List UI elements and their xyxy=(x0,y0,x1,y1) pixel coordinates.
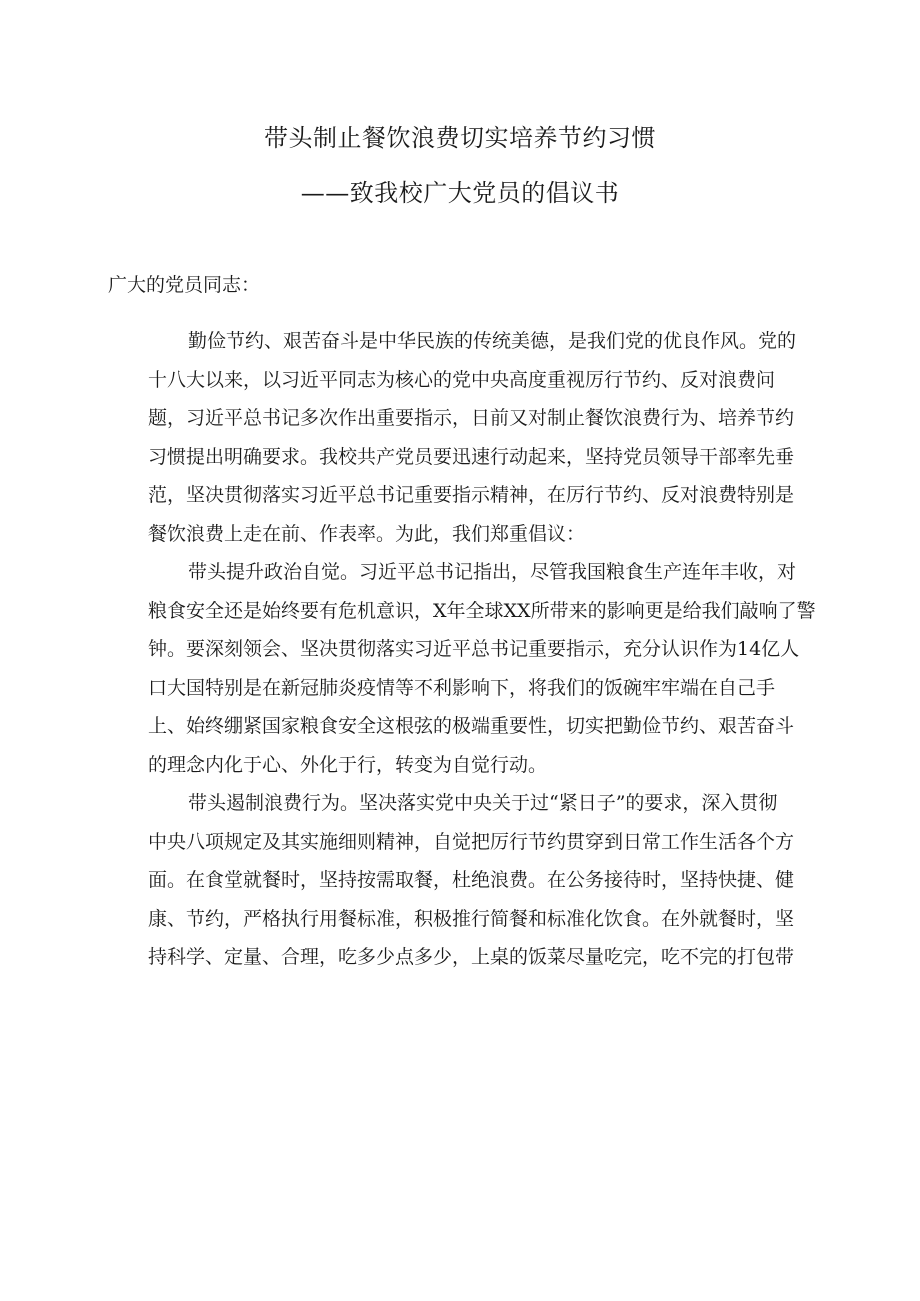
salutation: 广大的党员同志： xyxy=(108,274,261,296)
paragraph-line: 带头遏制浪费行为。坚决落实党中央关于过“紧日子”的要求，深入贯彻 xyxy=(188,792,778,814)
paragraph-line: 餐饮浪费上走在前、作表率。为此，我们郑重倡议： xyxy=(148,522,586,545)
document-subtitle: ——致我校广大党员的倡议书 xyxy=(300,179,620,207)
paragraph-1 xyxy=(108,322,808,553)
paragraph-line: 面。在食堂就餐时，坚持按需取餐，杜绝浪费。在公务接待时，坚持快捷、健 xyxy=(148,869,795,891)
paragraph-line: 康、节约，严格执行用餐标准，积极推行简餐和标准化饮食。在外就餐时，坚 xyxy=(148,907,795,930)
paragraph-line: 口大国特别是在新冠肺炎疫情等不利影响下，将我们的饭碗牢牢端在自己手 xyxy=(148,676,776,699)
paragraph-line: 中央八项规定及其实施细则精神，自觉把厉行节约贯穿到日常工作生活各个方 xyxy=(148,830,795,853)
document-body xyxy=(108,268,816,977)
paragraph-line: 上、始终绷紧国家粮食安全这根弦的极端重要性，切实把勤俭节约、艰苦奋斗 xyxy=(148,715,795,737)
paragraph-line: 题，习近平总书记多次作出重要指示，日前又对制止餐饮浪费行为、培养节约 xyxy=(148,407,795,429)
paragraph-line: 勤俭节约、艰苦奋斗是中华民族的传统美德，是我们党的优良作风。党的 xyxy=(188,330,797,352)
paragraph-line: 钟。要深刻领会、坚决贯彻落实习近平总书记重要指示，充分认识作为14亿人 xyxy=(148,638,800,660)
paragraph-2 xyxy=(108,553,816,784)
paragraph-line: 粮食安全还是始终要有危机意识，X年全球XX所带来的影响更是给我们敲响了警 xyxy=(148,599,816,622)
paragraph-3 xyxy=(108,784,808,977)
paragraph-line: 带头提升政治自觉。习近平总书记指出，尽管我国粮食生产连年丰收，对 xyxy=(188,561,797,583)
paragraph-line: 十八大以来，以习近平同志为核心的党中央高度重视厉行节约、反对浪费问 xyxy=(148,368,776,391)
paragraph-line: 习惯提出明确要求。我校共产党员要迅速行动起来，坚持党员领导干部率先垂 xyxy=(148,445,795,468)
paragraph-line: 范，坚决贯彻落实习近平总书记重要指示精神，在厉行节约、反对浪费特别是 xyxy=(148,484,795,506)
paragraph-line: 持科学、定量、合理，吃多少点多少，上桌的饭菜尽量吃完，吃不完的打包带 xyxy=(148,946,795,968)
document-title: 带头制止餐饮浪费切实培养节约习惯 xyxy=(264,124,656,152)
paragraph-line: 的理念内化于心、外化于行，转变为自觉行动。 xyxy=(148,753,548,776)
